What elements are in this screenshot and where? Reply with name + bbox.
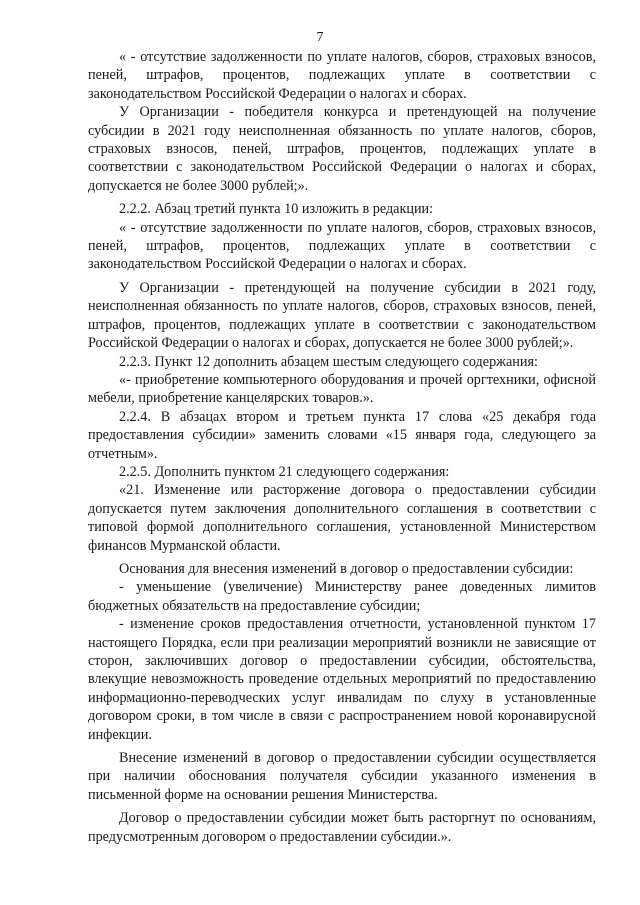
paragraph-limits-change: - уменьшение (увеличение) Министерству ранее доведенных лимитов бюджетных обязательств на предоставление субсидии; [88, 579, 596, 614]
paragraph-termination: Договор о предоставлении субсидии может быть расторгнут по основаниям, предусмотренным договором о предоставлении субсидии.». [88, 810, 596, 845]
paragraph-2-2-5: 2.2.5. Дополнить пунктом 21 следующего содержания: [119, 463, 450, 480]
paragraph-2-2-2: 2.2.2. Абзац третий пункта 10 изложить в редакции: [119, 201, 434, 218]
paragraph-tax-debt-clause-2: « - отсутствие задолженности по уплате налогов, сборов, страховых взносов, пеней, штрафов, процентов, подлежащих уплате в соответствии с законодательством Российской Федерации о налогах и сборах. [88, 219, 596, 273]
paragraph-equipment-purchase: «- приобретение компьютерного оборудования и прочей оргтехники, офисной мебели, приобретение канцелярских товаров.». [88, 371, 596, 407]
paragraph-applicant-obligation: У Организации - претендующей на получение субсидии в 2021 году, неисполненная обязанность по уплате налогов, сборов, страховых взносов, пеней, штрафов, процентов, подлежащих уплате в соответствии с законодательством Российской Федерации о налогах и сборах, допускается не более 3000 рублей;». [88, 279, 596, 352]
paragraph-deadline-change: - изменение сроков предоставления отчетности, установленной пунктом 17 настоящего Порядка, если при реализации мероприятий возникли не зависящие от сторон, заключивших договор о предоставлении субсидии, обстоятельства, влекущие невозможность проведение отдельных мероприятий по предоставлению информационно-переводческих услуг инвалидам по слуху в установленные договором сроки, в том числе в связи с распространением новой коронавирусной инфекции. [88, 616, 596, 743]
paragraph-grounds: Основания для внесения изменений в договор о предоставлении субсидии: [119, 560, 574, 577]
document-body [88, 48, 596, 846]
paragraph-tax-debt-clause: « - отсутствие задолженности по уплате налогов, сборов, страховых взносов, пеней, штрафов, процентов, подлежащих уплате в соответствии с законодательством Российской Федерации о налогах и сборах. [88, 49, 596, 102]
paragraph-point-21: «21. Изменение или расторжение договора о предоставлении субсидии допускается путем заключения дополнительного соглашения в соответствии с типовой формой дополнительного соглашения, установленной Министерством финансов Мурманской области. [88, 482, 596, 554]
paragraph-winner-obligation: У Организации - победителя конкурса и претендующей на получение субсидии в 2021 году неисполненная обязанность по уплате налогов, сборов, страховых взносов, пеней, штрафов, процентов, подлежащих уплате в соответствии с законодательством Российской Федерации о налогах и сборах, допускается не более 3000 рублей;». [88, 104, 596, 194]
paragraph-2-2-3: 2.2.3. Пункт 12 дополнить абзацем шестым следующего содержания: [119, 353, 538, 370]
page-number: 7 [316, 30, 324, 45]
paragraph-2-2-4: 2.2.4. В абзацах втором и третьем пункта 17 слова «25 декабря года предоставления субсидии» заменить словами «15 января года, следующего за отчетным». [88, 408, 596, 462]
paragraph-amendment-procedure: Внесение изменений в договор о предоставлении субсидии осуществляется при наличии обоснования получателя субсидии указанного изменения в письменной форме на основании решения Министерства. [88, 750, 596, 803]
